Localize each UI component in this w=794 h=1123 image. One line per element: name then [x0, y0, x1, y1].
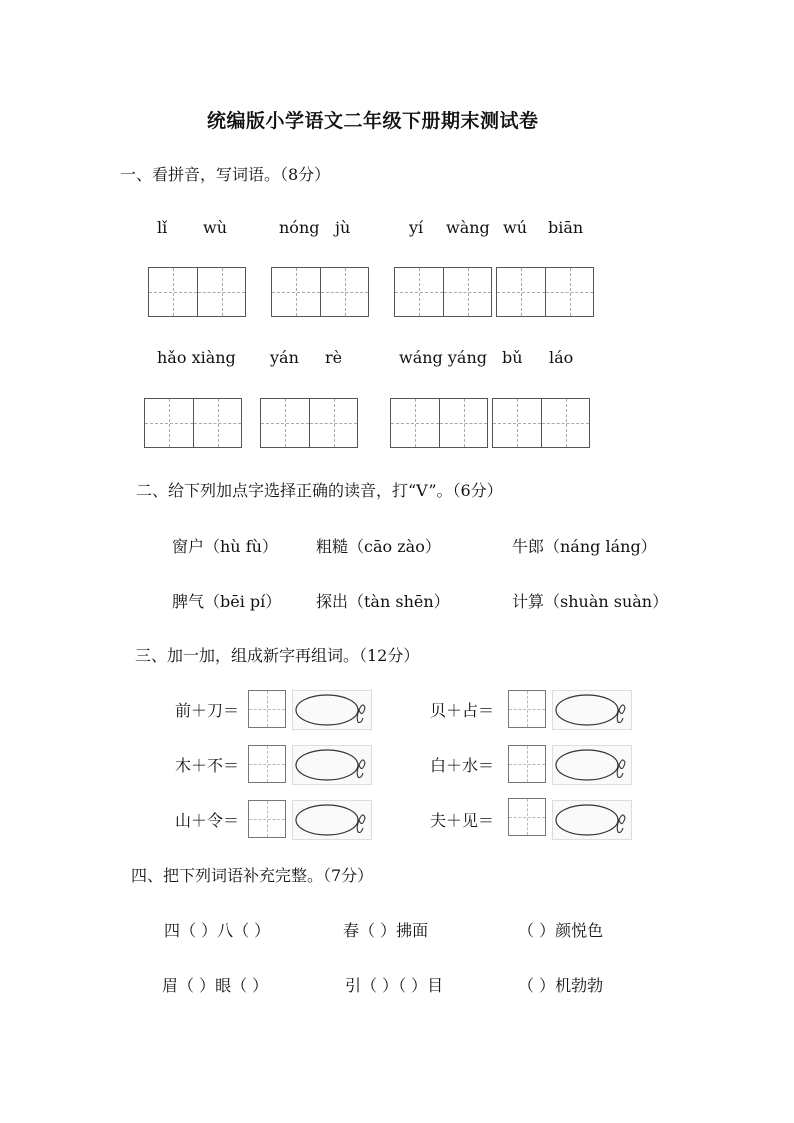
writing-grid[interactable] [496, 267, 594, 317]
idiom-fill-item[interactable]: 引（ ）（ ）目 [345, 976, 444, 995]
idiom-fill-item[interactable]: （ ）颜悦色 [518, 921, 604, 940]
idiom-fill-item[interactable]: 春（ ）拂面 [343, 921, 429, 940]
pinyin: bǔ [502, 348, 523, 367]
writing-grid[interactable] [144, 398, 242, 448]
pinyin: lǐ [157, 218, 168, 237]
pinyin: wáng yáng [399, 348, 487, 367]
char-box[interactable] [508, 798, 546, 836]
idiom-fill-item[interactable]: 四（ ）八（ ） [164, 921, 271, 940]
word-oval[interactable] [552, 800, 632, 840]
word-oval[interactable] [552, 745, 632, 785]
section-3-heading: 三、加一加，组成新字再组词。（12分） [135, 646, 420, 665]
pinyin: jù [335, 218, 351, 237]
idiom-fill-item[interactable]: （ ）机勃勃 [518, 976, 604, 995]
pinyin: wú [503, 218, 527, 237]
pronunciation-item[interactable]: 脾气（bēi pí） [172, 592, 282, 611]
writing-grid[interactable] [271, 267, 369, 317]
pinyin: yán [270, 348, 299, 367]
section-4-heading: 四、把下列词语补充完整。（7分） [131, 866, 374, 885]
char-box[interactable] [248, 690, 286, 728]
char-box[interactable] [508, 690, 546, 728]
pronunciation-item[interactable]: 牛郎（náng láng） [512, 537, 657, 556]
char-box[interactable] [508, 745, 546, 783]
pinyin: rè [325, 348, 343, 367]
writing-grid[interactable] [148, 267, 246, 317]
section-2-heading: 二、给下列加点字选择正确的读音，打“V”。（6分） [136, 481, 503, 500]
pronunciation-item[interactable]: 粗糙（cāo zào） [316, 537, 441, 556]
word-oval[interactable] [292, 690, 372, 730]
pinyin: nóng [279, 218, 320, 237]
char-combination: 木＋不＝ [175, 756, 240, 775]
pinyin: láo [549, 348, 574, 367]
word-oval[interactable] [292, 745, 372, 785]
char-combination: 贝＋占＝ [430, 701, 495, 720]
pinyin: yí [409, 218, 424, 237]
exam-title: 统编版小学语文二年级下册期末测试卷 [207, 110, 539, 132]
writing-grid[interactable] [390, 398, 488, 448]
pinyin: wàng [446, 218, 490, 237]
word-oval[interactable] [552, 690, 632, 730]
writing-grid[interactable] [394, 267, 492, 317]
char-combination: 夫＋见＝ [430, 811, 495, 830]
pinyin: biān [548, 218, 584, 237]
pronunciation-item[interactable]: 窗户（hù fù） [172, 537, 278, 556]
char-combination: 白＋水＝ [430, 756, 495, 775]
writing-grid[interactable] [260, 398, 358, 448]
char-combination: 山＋令＝ [175, 811, 240, 830]
word-oval[interactable] [292, 800, 372, 840]
pronunciation-item[interactable]: 计算（shuàn suàn） [512, 592, 669, 611]
section-1-heading: 一、看拼音，写词语。（8分） [120, 165, 331, 184]
pinyin: hǎo xiàng [157, 348, 236, 367]
pronunciation-item[interactable]: 探出（tàn shēn） [316, 592, 450, 611]
char-box[interactable] [248, 745, 286, 783]
char-combination: 前＋刀＝ [175, 701, 240, 720]
char-box[interactable] [248, 800, 286, 838]
writing-grid[interactable] [492, 398, 590, 448]
pinyin: wù [203, 218, 227, 237]
idiom-fill-item[interactable]: 眉（ ）眼（ ） [162, 976, 269, 995]
